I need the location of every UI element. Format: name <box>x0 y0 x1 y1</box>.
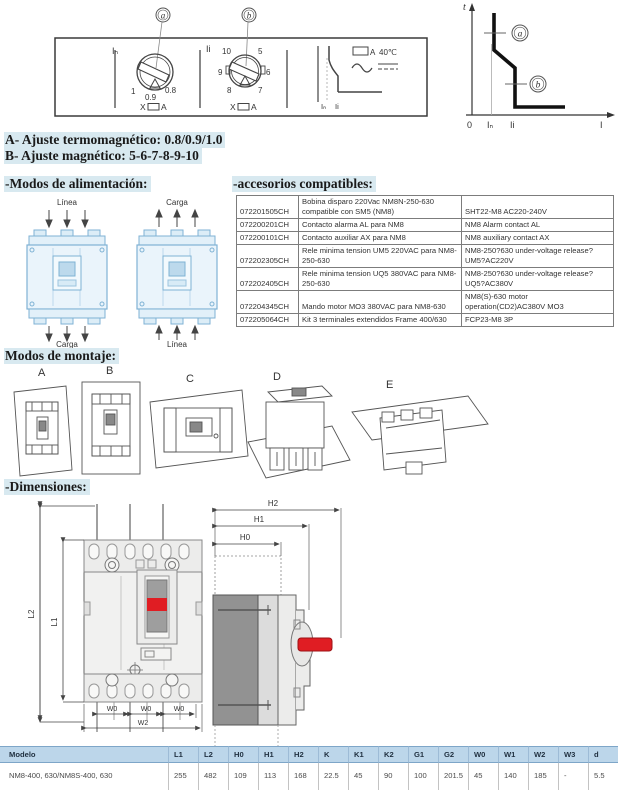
arrows-down-icon <box>46 210 88 227</box>
spec-header: W3 <box>558 746 588 763</box>
line-label: Línea <box>166 340 188 348</box>
feed-mode-left-figure <box>12 196 122 348</box>
svg-text:40℃: 40℃ <box>379 48 397 57</box>
heading-accessories: -accesorios compatibles: <box>232 176 376 192</box>
accessories-table <box>236 195 614 327</box>
spec-value: 22.5 <box>318 763 348 790</box>
adjust-line-b: B- Ajuste magnético: 5-6-7-8-9-10 <box>4 148 202 164</box>
axis-arrow-up-icon <box>469 3 475 11</box>
svg-text:X: X <box>140 102 146 112</box>
spec-header-modelo: Modelo <box>0 746 168 763</box>
spec-header: G2 <box>438 746 468 763</box>
arrows-down-icon <box>46 326 88 341</box>
svg-text:0.9: 0.9 <box>145 93 157 102</box>
adjustment-notes <box>4 132 225 164</box>
dim-label-l2: L2 <box>27 609 36 619</box>
breaker-illustration <box>27 230 107 324</box>
spec-header: H2 <box>288 746 318 763</box>
feed-mode-right-figure <box>122 196 232 348</box>
dial-b-unit <box>230 102 257 112</box>
spec-header: W0 <box>468 746 498 763</box>
spec-header: H0 <box>228 746 258 763</box>
temp-rating-symbols <box>352 47 398 72</box>
svg-text:A: A <box>370 48 376 57</box>
front-view <box>84 504 202 732</box>
curve-callout-b <box>505 76 546 92</box>
mounting-label-b: B <box>106 365 114 377</box>
accessory-code: 072201505CH <box>237 196 299 219</box>
svg-text:Iₙ: Iₙ <box>321 102 327 111</box>
dimensions-drawing <box>15 492 345 748</box>
spec-value: 168 <box>288 763 318 790</box>
x-end-label: I <box>600 120 603 130</box>
accessory-row: 072202305CH Rele minima tension UM5 220VAC para NM8-250-630 NM8-250?630 under-voltage release?UM5?AC220V <box>237 245 614 268</box>
x-tick-in: Iₙ <box>487 120 494 130</box>
heading-dimensions: -Dimensiones: <box>4 479 90 495</box>
accessory-row: 072204345CH Mando motor MO3 380VAC para NM8-630 NM8(S)-630 motor operation(CD2)AC380V MO3 <box>237 291 614 314</box>
spec-value: 113 <box>258 763 288 790</box>
spec-model: NM8-400, 630/NM8S-400, 630 <box>0 763 168 790</box>
spec-header: W2 <box>528 746 558 763</box>
heading-feed-modes: -Modos de alimentación: <box>4 176 151 192</box>
spec-header: W1 <box>498 746 528 763</box>
spec-header: K <box>318 746 348 763</box>
dial-a <box>112 46 177 112</box>
spec-header: G1 <box>408 746 438 763</box>
accessory-row: 072200101CH Contacto auxiliar AX para NM8 NM8 auxiliary contact AX <box>237 232 614 245</box>
spec-header: H1 <box>258 746 288 763</box>
y-axis-label: t <box>463 2 466 13</box>
dim-label-h2: H2 <box>267 499 279 508</box>
svg-text:a: a <box>517 29 523 40</box>
svg-text:b: b <box>535 80 541 91</box>
mounting-diagram-c <box>150 390 248 468</box>
spec-header: K2 <box>378 746 408 763</box>
arrows-up-icon <box>156 326 198 340</box>
mounting-diagram-a <box>14 386 72 476</box>
frame-box-icon <box>353 47 368 55</box>
x-origin-label: 0 <box>467 120 473 130</box>
line-label: Línea <box>56 198 78 207</box>
spec-value: 185 <box>528 763 558 790</box>
accessory-row: 072205064CH Kit 3 terminales extendidos Frame 400/630 FCP23-M8 3P <box>237 314 614 327</box>
dim-label-h1: H1 <box>253 515 265 524</box>
svg-text:1: 1 <box>131 87 136 96</box>
svg-text:7: 7 <box>258 86 263 95</box>
dial-b-label: Ii <box>206 44 211 54</box>
spec-table <box>0 746 618 790</box>
svg-text:W0: W0 <box>140 706 152 713</box>
svg-text:W0: W0 <box>173 706 185 713</box>
spec-value: 5.5 <box>588 763 618 790</box>
spec-value: 109 <box>228 763 258 790</box>
curve-callout-a <box>484 25 528 41</box>
mounting-diagram-d <box>248 386 350 478</box>
adjust-line-a: A- Ajuste termomagnético: 0.8/0.9/1.0 <box>4 132 225 148</box>
load-label: Carga <box>166 198 188 207</box>
spec-value: 201.5 <box>438 763 468 790</box>
svg-text:10: 10 <box>222 47 231 56</box>
mounting-label-e: E <box>386 379 394 391</box>
svg-text:8: 8 <box>227 86 232 95</box>
svg-text:6: 6 <box>266 68 271 77</box>
mounting-diagrams <box>10 362 610 482</box>
mounting-label-c: C <box>186 373 194 385</box>
mounting-label-d: D <box>273 371 281 383</box>
dial-b <box>206 44 271 112</box>
load-label: Carga <box>56 340 78 348</box>
red-handle <box>147 598 167 611</box>
spec-value: - <box>558 763 588 790</box>
rating-box-icon <box>148 104 159 111</box>
spec-value: 255 <box>168 763 198 790</box>
axis-arrow-right-icon <box>607 112 615 118</box>
svg-text:9: 9 <box>218 68 223 77</box>
dim-label-h0: H0 <box>239 533 251 542</box>
accessory-ref: SHT22-M8 AC220-240V <box>462 196 614 219</box>
spec-value: 45 <box>468 763 498 790</box>
spec-header: d <box>588 746 618 763</box>
svg-text:A: A <box>251 102 257 112</box>
red-handle-side <box>298 638 332 651</box>
breaker-handle <box>169 262 185 276</box>
spec-value: 100 <box>408 763 438 790</box>
trip-curve-chart <box>450 0 618 134</box>
spec-value: 482 <box>198 763 228 790</box>
arrows-up-icon <box>156 210 198 227</box>
svg-text:b: b <box>246 10 252 21</box>
svg-text:0.8: 0.8 <box>165 86 177 95</box>
trip-curve-line <box>494 13 565 107</box>
dim-label-l1: L1 <box>50 617 59 627</box>
mounting-diagram-e <box>352 396 488 474</box>
dial-a-label: Iₙ <box>112 46 119 56</box>
dim-label-w2: W2 <box>137 720 149 727</box>
spec-header: L2 <box>198 746 228 763</box>
svg-text:Ii: Ii <box>335 102 339 111</box>
svg-text:5: 5 <box>258 47 263 56</box>
spec-header: L1 <box>168 746 198 763</box>
dim-label-w0: W0 <box>106 706 118 713</box>
dial-a-unit <box>140 102 167 112</box>
mounting-label-a: A <box>38 367 46 379</box>
rating-box-icon <box>238 104 249 111</box>
spec-value: 45 <box>348 763 378 790</box>
x-tick-ii: Ii <box>510 120 515 130</box>
svg-text:X: X <box>230 102 236 112</box>
heading-mounting: Modos de montaje: <box>4 348 119 364</box>
breaker-handle <box>59 262 75 276</box>
accessory-row: 072202405CH Rele minima tension UQ5 380VAC para NM8-250-630 NM8-250?630 under-voltage release?UQ5?AC380V <box>237 268 614 291</box>
spec-value: 140 <box>498 763 528 790</box>
side-view <box>213 556 332 746</box>
svg-text:a: a <box>160 10 166 21</box>
dial-a-knob-slot <box>138 62 169 82</box>
mounting-diagram-b <box>82 382 140 474</box>
accessory-row <box>237 196 614 219</box>
dial-adjustment-panel <box>50 2 430 122</box>
ac-wave-icon <box>352 64 372 72</box>
spec-value: 90 <box>378 763 408 790</box>
breaker-illustration <box>137 230 217 324</box>
accessory-desc: Bobina disparo 220Vac NM8N-250-630 compatible con SM5 (NM8) <box>299 196 462 219</box>
accessory-row: 072200201CH Contacto alarma AL para NM8 NM8 Alarm contact AL <box>237 219 614 232</box>
svg-text:A: A <box>161 102 167 112</box>
spec-header: K1 <box>348 746 378 763</box>
